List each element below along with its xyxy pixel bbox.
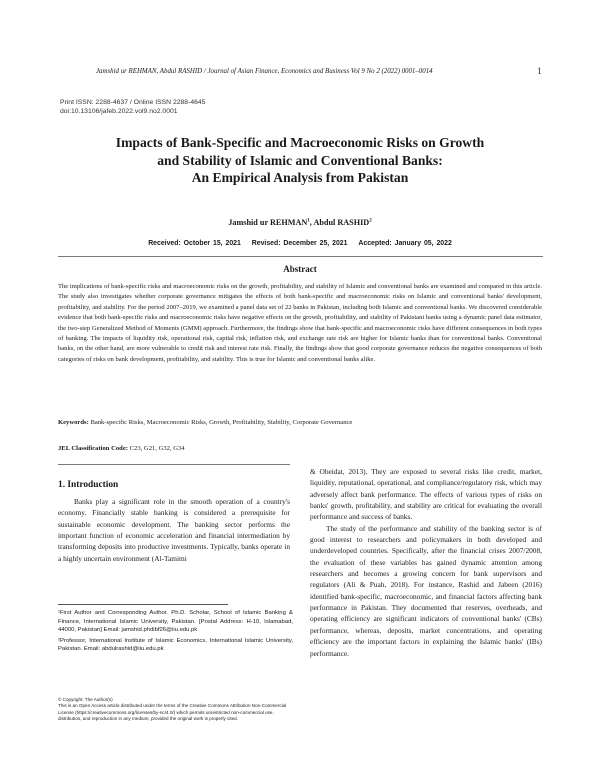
revised-date: Revised: December 25, 2021 [251,240,348,247]
author-list [60,218,540,227]
received-date: Received: October 15, 2021 [148,240,241,247]
body-column-left [58,496,290,564]
license-text: This is an Open Access article distributed under the terms of the Creative Commons Attribution Non-Commercial License (https://creativecommons.org/licenses/by-nc/4.0/) which permits unrestricted non-commercial use, distribution, and reproduction in any medium, provided the original work is properly cited. [58,703,287,721]
abstract-text: The implications of bank-specific risks and macroeconomic risks on the growth, profitability, and stability of Islamic and conventional banks are examined and compared in this article. The study also investigates whether corporate governance mitigates the effects of both bank-specific and macroeconomic risks on Islamic and conventional banks' development, profitability, and stability. For the period 2007–2019, we examined a panel data set of 22 banks in Pakistan, including both Islamic and conventional banks. We discovered considerable evidence that both bank-specific risks and macroeconomic risks have negative effects on the growth, profitability, and stability of Pakistani banks using a dynamic panel data estimator, the two-step Generalized Method of Moments (GMM) approach. Furthermore, the findings show that bank-specific and macroeconomic risks have different consequences in both types of banking. The impacts of liquidity risk, operational risk, capital risk, inflation risk, and exchange rate risk are higher for Islamic banks than for conventional banks. Conventional banks, on the other hand, are more vulnerable to credit risk and interest rate risk. Finally, the findings show that good corporate governance reduces the negative consequences of both categories of risks on bank development, profitability, and stability. This is true for Islamic and conventional banks alike. [58,283,542,363]
divider [58,464,290,465]
doi-link[interactable]: doi:10.13106/jafeb.2022.vol9.no2.0001 [60,108,178,116]
footnote-rule [58,604,228,605]
author-separator: , [309,218,314,227]
article-dates [60,240,540,247]
abstract-heading: Abstract [283,264,317,274]
paper-title [60,134,540,187]
body-paragraph: & Obeidat, 2013). They are exposed to several risks like credit, market, liquidity, reputational, operational, and compliance/regulatory risk, which may adversely affect bank performance. The effects of various types of risks on banks' growth, profitability, and stability are critical for evaluating the overall performance and success of banks. [310,467,542,522]
keywords [58,419,542,426]
keywords-label: Keywords: [58,419,89,426]
author-footnote-mark: 1 [307,218,310,224]
copyright-notice [58,697,293,722]
author-name: Jamshid ur REHMAN [228,218,308,227]
author-footnote-mark: 2 [369,218,372,224]
jel-codes: C23, G21, G32, G34 [129,445,185,452]
footnotes [58,609,293,654]
divider [58,256,543,257]
jel-classification [58,445,542,452]
title-line: Impacts of Bank-Specific and Macroeconomic Risks on Growth [115,135,485,150]
issn-line: Print ISSN: 2288-4637 / Online ISSN 2288-4645 [60,99,206,106]
accepted-date: Accepted: January 05, 2022 [358,240,452,247]
jel-label: JEL Classification Code: [58,445,128,452]
publication-info [60,98,205,117]
body-paragraph: The study of the performance and stability of the banking sector is of good interest to researchers and policymakers in both developed and underdeveloped countries. Specifically, after the financial crises 2007/2008, the evaluation of these variables has gained dynamic attention among researchers and becomes a growing concern for bank supervisors and regulators (Ali & Puah, 2018). For instance, Rashid and Jabeen (2016) identified bank-specific, macroeconomic, and financial factors affecting bank performance in Pakistan. They documented that reserves, overheads, and operating efficiency are significant indicators of conventional banks' (CBs) performance, whereas, deposits, market concentrations, and operating efficiency are the important factors in explaining the Islamic banks' (IBs) performance. [310,523,542,658]
copyright-line: © Copyright: The Author(s) [58,697,113,702]
body-paragraph: Banks play a significant role in the smooth operation of a country's economy. Financially stable banking is considered a prerequisite for sustainable economic development. The banking sector performs the important function of economic acceleration and financial intermediation by transforming deposits into productive investments. Typically, banks operate in a highly uncertain environment (Al-Tamimi [58,497,290,563]
title-line: and Stability of Islamic and Conventional Banks: [157,152,443,168]
running-head: Jamshid ur REHMAN, Abdul RASHID / Journal of Asian Finance, Economics and Business Vol 9 No 2 (2022) 0001–0014 [96,68,433,75]
page-number: 1 [537,66,542,76]
footnote: ¹First Author and Corresponding Author. Ph.D. Scholar, School of Islamic Banking & Finance, International Islamic University, Pakistan. [Postal Address: H-10, Islamabad, 44000, Pakistan] Email: jamshid.phdibf26@iiu.edu.pk [58,610,293,634]
author-name: Abdul RASHID [313,218,370,227]
title-line: An Empirical Analysis from Pakistan [191,170,409,186]
body-column-right [310,466,542,659]
footnote: ²Professor, International Institute of Islamic Economics, International Islamic University, Pakistan. Email: abdulrashid@iiu.edu.pk [58,637,293,653]
section-heading: 1. Introduction [58,480,119,490]
keywords-text: Bank-specific Risks, Macroeconomic Risks, Growth, Profitability, Stability, Corporate Governance [90,419,353,426]
